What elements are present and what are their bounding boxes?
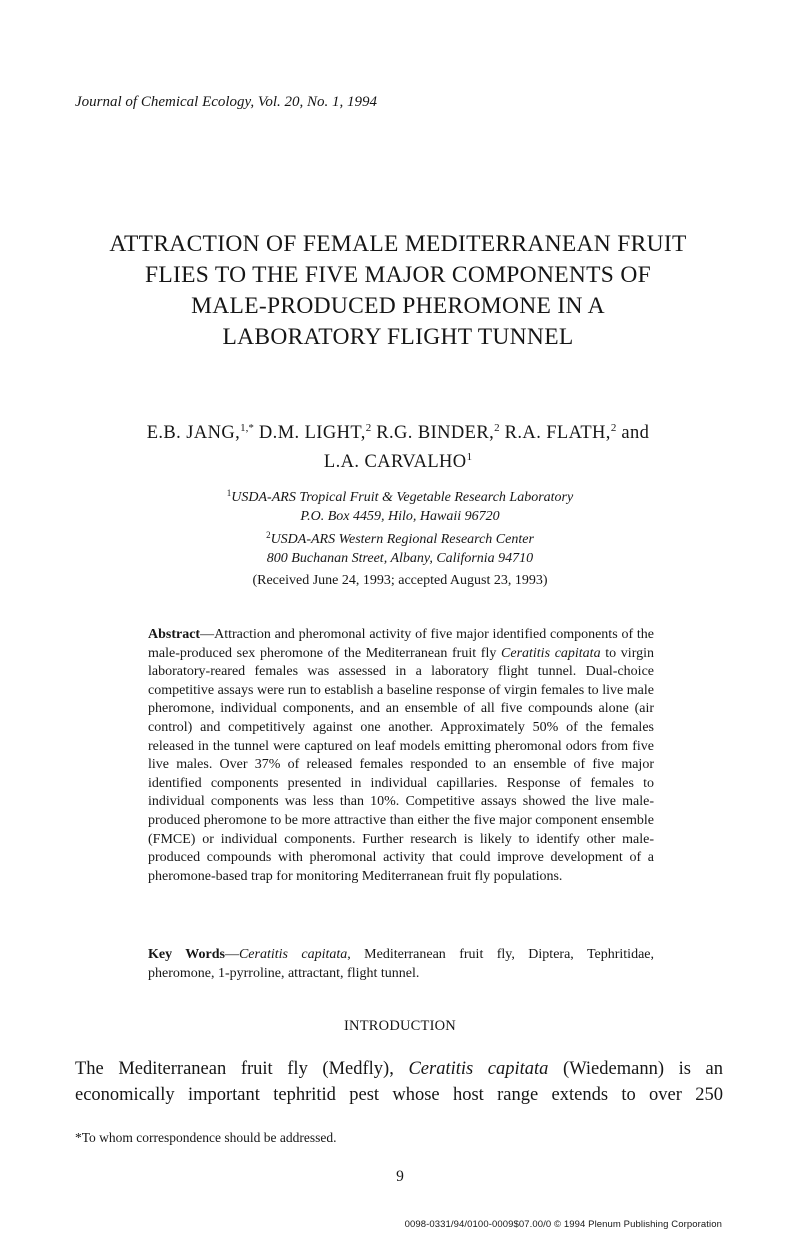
species-name: Ceratitis capitata <box>238 947 348 962</box>
footnote: *To whom correspondence should be addressed. <box>75 1130 337 1145</box>
affiliation-name <box>100 526 700 550</box>
author-name: R.A. FLATH, <box>504 423 611 443</box>
abstract <box>148 626 654 886</box>
affiliations <box>100 484 700 568</box>
title-line: MALE-PRODUCED PHEROMONE IN A <box>191 293 605 319</box>
page-number: 9 <box>396 1168 404 1185</box>
abstract-label: Abstract <box>148 627 201 642</box>
author-conjunction: and <box>621 423 650 443</box>
abstract-text: —Attraction and pheromonal activity of five major identified components of the male-produced sex pheromone of the Mediterranean fruit fly <box>148 627 654 661</box>
copyright-line: 0098-0331/94/0100-0009$07.00/0 © 1994 Plenum Publishing Corporation <box>404 1219 722 1230</box>
journal-citation: Journal of Chemical Ecology, Vol. 20, No. 1, 1994 <box>75 94 378 110</box>
affiliation-name <box>100 484 700 508</box>
species-name: Ceratitis capitata <box>408 1059 549 1079</box>
affiliation-mark: 2 <box>266 530 271 540</box>
key-words-text: , Mediterranean fruit fly, Diptera, Tephritidae, pheromone, 1-pyrroline, attractant, flight tunnel. <box>148 947 655 981</box>
author-name: R.G. BINDER, <box>376 423 495 443</box>
key-words-label: Key Words <box>148 947 225 962</box>
abstract-text: to virgin laboratory-reared females was assessed in a laboratory flight tunnel. Dual-choice competitive assays were run to establish a baseline response of virgin females to live male pheromone, individual components, and an ensemble of all five compounds alone (air control) and competitively against one another. Approximately 50% of the females released in the tunnel were captured on leaf models emitting pheromonal odors from five live males. Over 37% of released females responded to an ensemble of five major identified components presented in individual capillaries. Response of females to individual components was less than 10%. Competitive assays showed the live male-produced pheromone to be more attractive than either the five major component ensemble (FMCE) or individual components. Further research is likely to identify other male-produced compounds with pheromonal activity that could improve development of a pheromone-based trap for monitoring Mediterranean fruit fly populations. <box>148 645 654 884</box>
author-list <box>60 416 736 474</box>
author-name: L.A. CARVALHO <box>323 452 467 472</box>
author-affiliation-mark: 2 <box>365 422 372 434</box>
intro-text: (Wiedemann) is an economically important tephritid pest whose host range extends to over 250 <box>75 1059 723 1105</box>
affiliation-mark: 1 <box>226 488 232 498</box>
title-line: FLIES TO THE FIVE MAJOR COMPONENTS OF <box>145 262 651 288</box>
author-line <box>60 416 736 445</box>
key-words-dash: — <box>224 947 239 962</box>
section-heading: INTRODUCTION <box>344 1018 456 1034</box>
article-title <box>60 229 736 353</box>
key-words <box>148 946 654 983</box>
affiliation-institution: USDA-ARS Western Regional Research Center <box>270 532 534 547</box>
author-affiliation-mark: 2 <box>610 422 617 434</box>
author-affiliation-mark: 1,* <box>240 422 254 434</box>
title-line: LABORATORY FLIGHT TUNNEL <box>222 324 574 350</box>
received-dates: (Received June 24, 1993; accepted August 23, 1993) <box>252 573 548 588</box>
affiliation-address: 800 Buchanan Street, Albany, California 94710 <box>266 550 534 566</box>
affiliation-institution: USDA-ARS Tropical Fruit & Vegetable Research Laboratory <box>231 490 574 505</box>
title-line: ATTRACTION OF FEMALE MEDITERRANEAN FRUIT <box>109 231 687 257</box>
intro-paragraph <box>75 1056 723 1108</box>
author-name: D.M. LIGHT, <box>258 423 366 443</box>
species-name: Ceratitis capitata <box>501 645 601 661</box>
author-affiliation-mark: 1 <box>466 451 473 463</box>
intro-text: The Mediterranean fruit fly (Medfly), <box>75 1059 409 1079</box>
author-affiliation-mark: 2 <box>494 422 500 434</box>
affiliation-address: P.O. Box 4459, Hilo, Hawaii 96720 <box>300 508 500 524</box>
author-line <box>60 445 736 474</box>
author-name: E.B. JANG, <box>146 423 241 443</box>
